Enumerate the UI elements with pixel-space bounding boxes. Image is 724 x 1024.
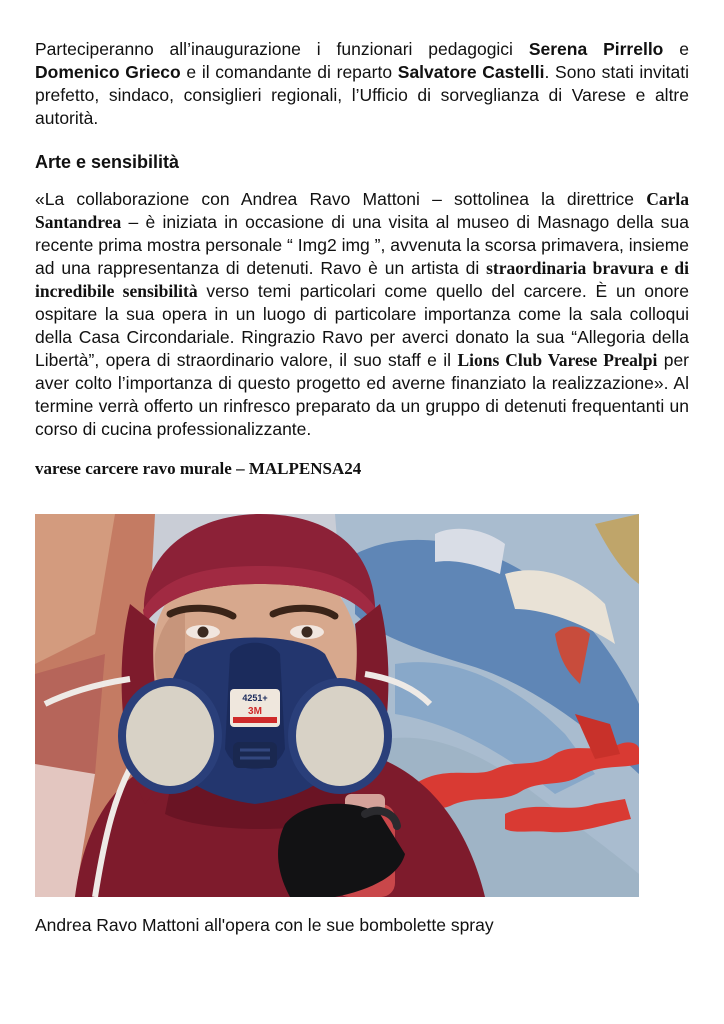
section-title: Arte e sensibilità [35, 152, 180, 172]
intro-text-3: e il comandante di reparto [180, 62, 398, 82]
quote-text-2: – è iniziata in occasione di una visita al museo di Masnago della sua recente prima mostra personale “ Img2 img ”, avvenuta la scorsa primavera, insieme ad una rappresentanza di detenuti. Ravo è un artista di [35, 212, 689, 278]
intro-paragraph [35, 38, 689, 130]
quote-text-1: «La collaborazione con Andrea Ravo Mattoni – sottolinea la direttrice [35, 189, 647, 209]
quote-paragraph [35, 188, 689, 441]
artist-photo [35, 514, 639, 897]
article-body [35, 38, 689, 493]
quote-text-3: verso temi particolari come quello del carcere. È un onore ospitare la sua opera in un luogo di particolare importanza come la sala colloqui della Casa Circondariale. Ringrazio Ravo per averci donato la sua “Allegoria della Libertà”, opera di straordinario valore, il suo staff e il [35, 281, 689, 370]
person-name-pirrello: Serena Pirrello [528, 39, 664, 59]
mask-code-text: 4251+ [242, 693, 268, 703]
lions-club-name: Lions Club Varese Prealpi [457, 350, 658, 370]
mask-brand-text: 3M [248, 706, 262, 717]
emphasis-text: straordinaria bravura e di incredibile sensibilità [35, 258, 689, 301]
intro-text-2: e [663, 39, 689, 59]
intro-text-1: Parteciperanno all’inaugurazione i funzionari pedagogici [35, 39, 529, 59]
intro-text-4: . Sono stati invitati prefetto, sindaco, consiglieri regionali, l’Ufficio di sorveglianza di Varese e altre autorità. [35, 62, 689, 128]
photo-caption: Andrea Ravo Mattoni all'opera con le sue bombolette spray [35, 915, 494, 935]
person-name-castelli: Salvatore Castelli [397, 62, 545, 82]
quote-text-4: per aver colto l’importanza di questo progetto ed averne finanziato la realizzazione». Al termine verrà offerto un rinfresco preparato da un gruppo di detenuti frequentanti un corso di cucina professionalizzante. [35, 350, 690, 439]
source-line: varese carcere ravo murale – MALPENSA24 [35, 459, 362, 478]
director-name: Carla Santandrea [35, 189, 689, 232]
person-name-grieco: Domenico Grieco [35, 62, 181, 82]
